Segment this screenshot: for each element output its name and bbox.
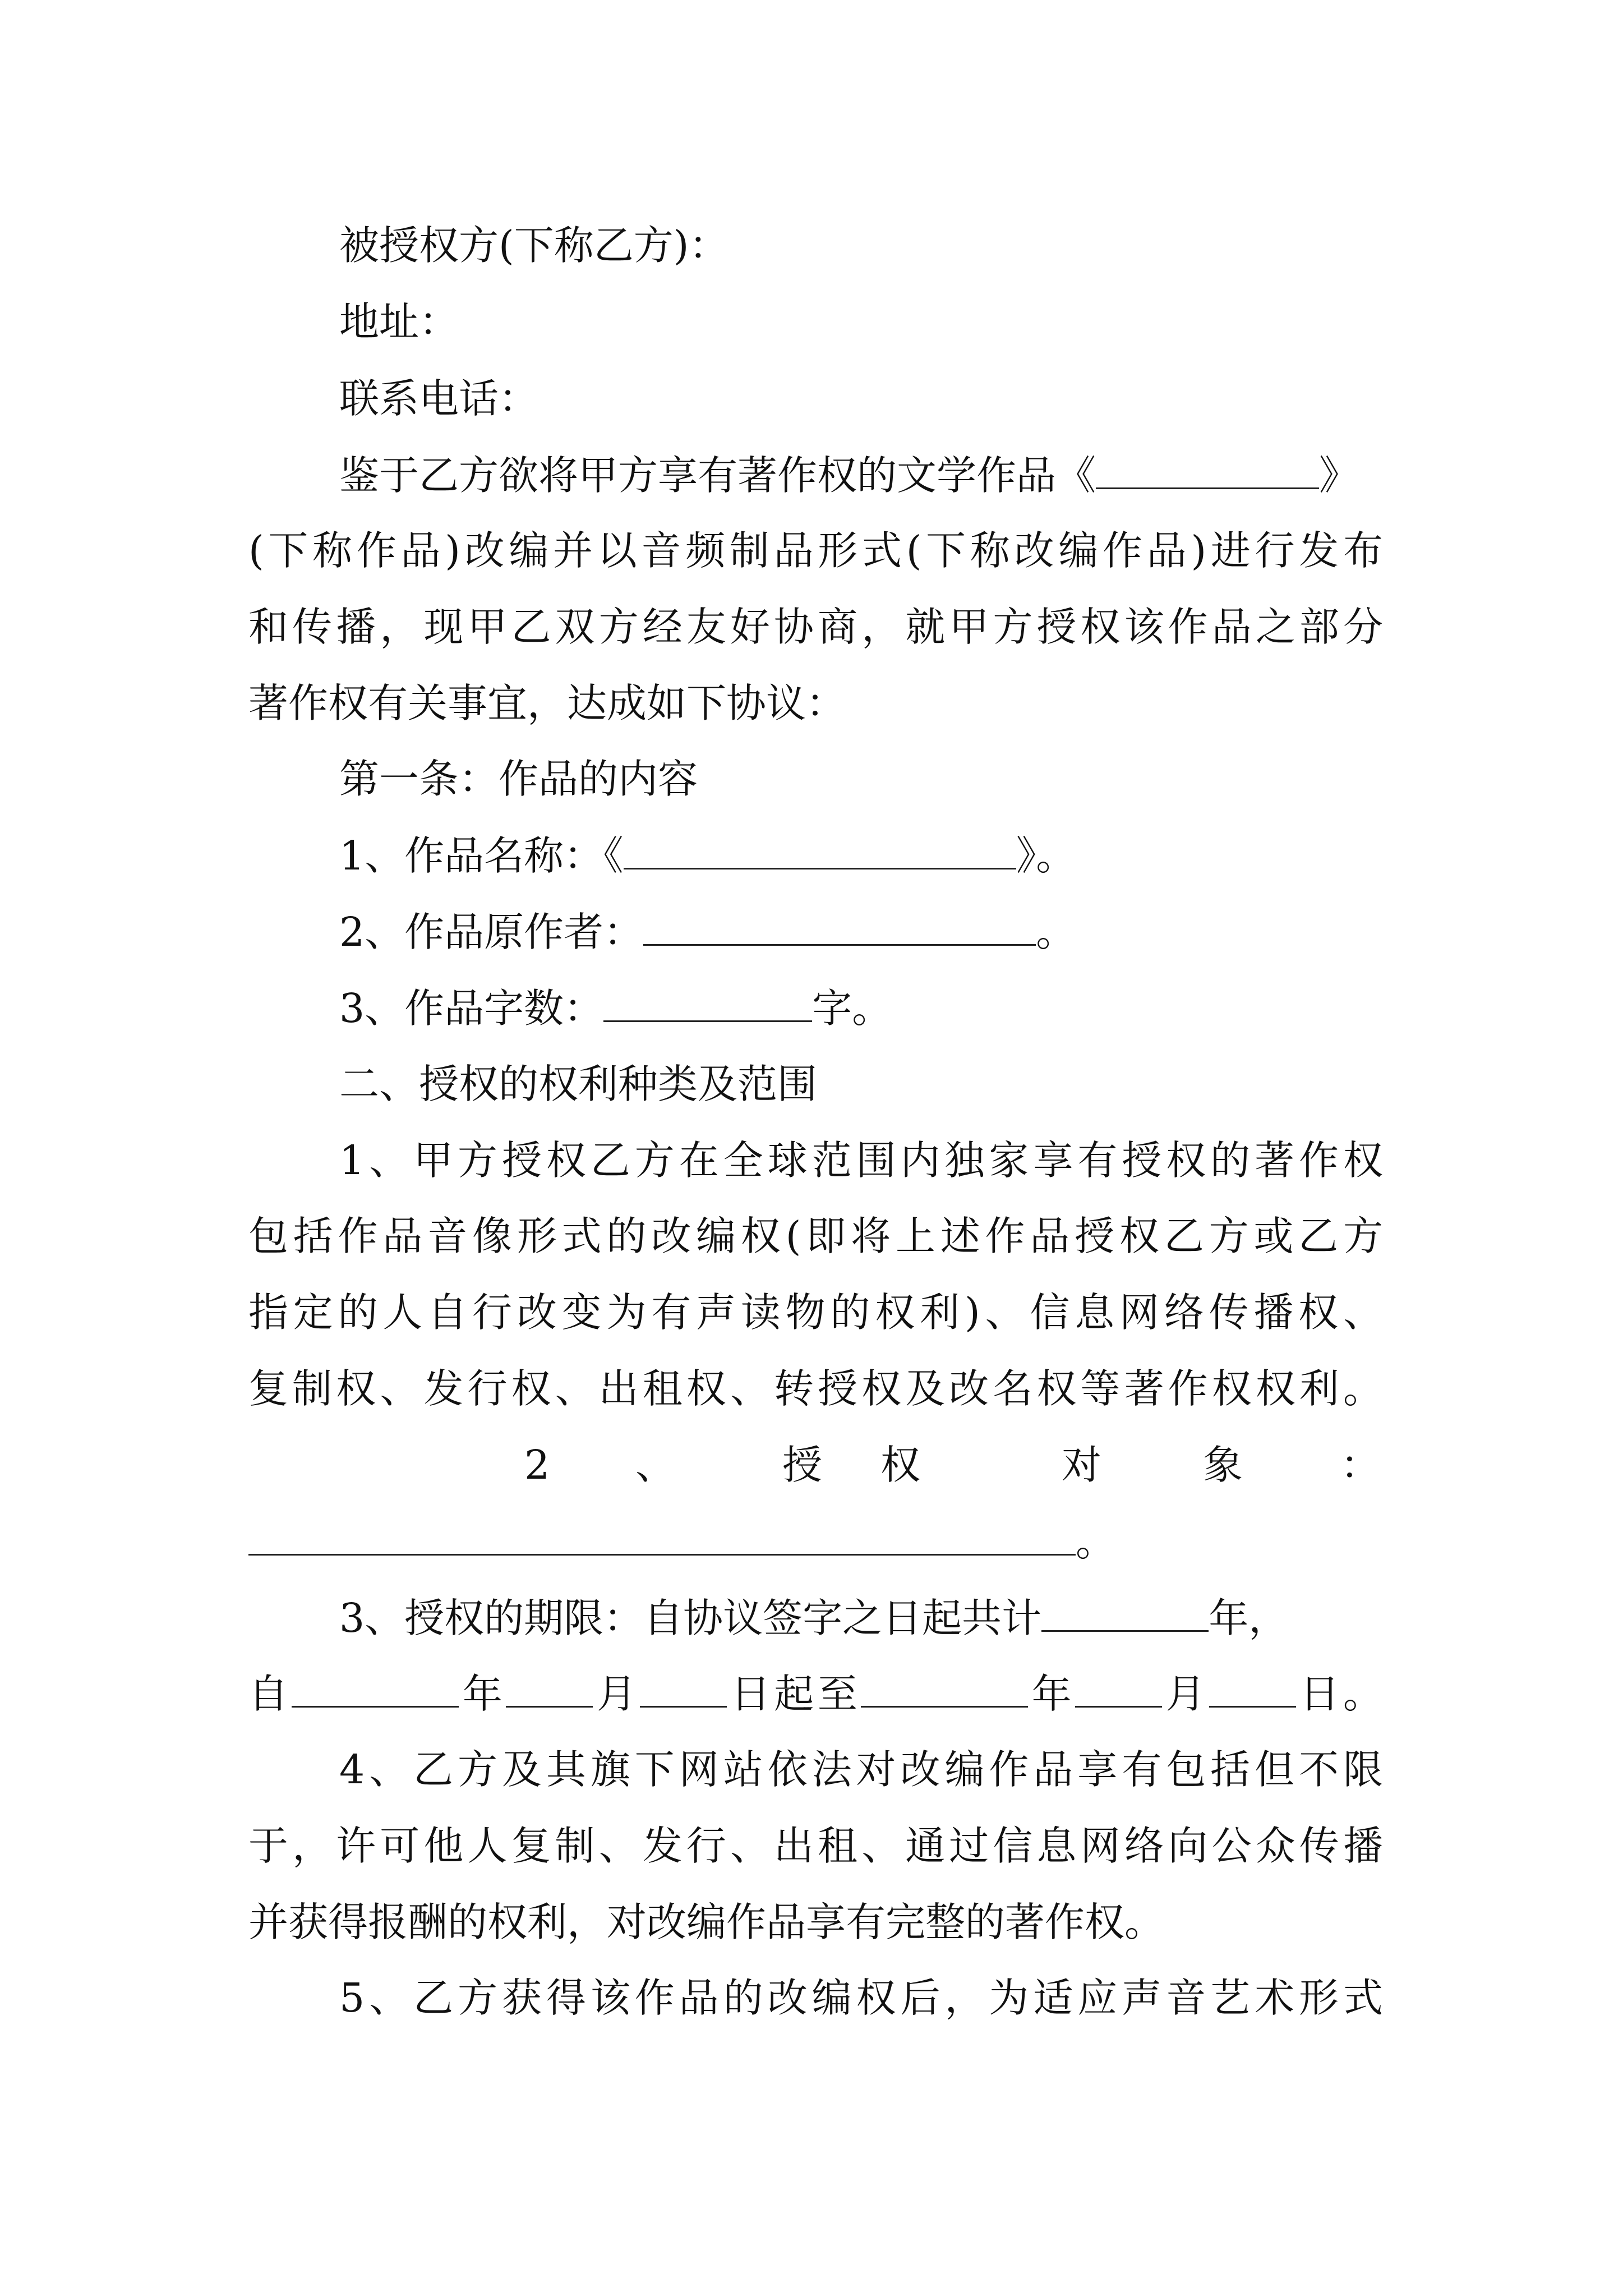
clause-5-line-1: 5、乙方获得该作品的改编权后，为适应声音艺术形式 [339,1975,1383,2021]
section-2-heading: 二、授权的权利种类及范围 [339,1061,818,1107]
grantee-end: 。 [1076,1519,1116,1565]
preamble-line-4: 著作权有关事宜，达成如下协议： [248,680,846,726]
clause-4-line-2: 于，许可他人复制、发行、出租、通过信息网络向公众传播 [248,1823,1383,1869]
work-title-blank [1096,455,1319,489]
address-line: 地址： [339,298,459,345]
grantee-blank [248,1521,1076,1556]
word-count-item [339,985,892,1032]
grantee-char: 2 [524,1442,550,1488]
grantee-char: 象 [1203,1442,1243,1488]
original-author-item [339,909,1076,955]
start-day-blank [640,1673,727,1708]
work-name-blank [624,835,1016,869]
rights-line-4: 复制权、发行权、出租权、转授权及改名权等著作权权利。 [248,1365,1383,1412]
preamble-line-3: 和传播，现甲乙双方经友好协商，就甲方授权该作品之部分 [248,604,1383,650]
preamble-line-2: (下称作品)改编并以音频制品形式(下称改编作品)进行发布 [248,527,1383,574]
term-from: 自 [248,1671,292,1717]
original-author-blank [643,912,1036,946]
start-year-unit: 年 [459,1671,506,1717]
term-label: 3、授权的期限：自协议签字之日起共计 [339,1595,1042,1641]
term-line-1 [339,1595,1289,1641]
word-count-blank [603,988,812,1022]
end-year-unit: 年 [1028,1671,1076,1717]
grantee-char: 权 [880,1442,921,1488]
original-author-end: 。 [1036,909,1076,955]
start-month-unit: 月 [593,1671,640,1717]
grantee-char: 授 [782,1442,823,1488]
work-name-item [339,832,1076,879]
preamble-line-1 [339,452,1359,499]
clause-4-line-3: 并获得报酬的权利，对改编作品享有完整的著作权。 [248,1899,1165,1945]
end-day-blank [1209,1673,1296,1708]
work-name-label: 1、作品名称：《 [339,832,624,879]
end-day-unit: 日。 [1296,1671,1383,1717]
original-author-label: 2、作品原作者： [339,909,644,955]
licensee-line: 被授权方(下称乙方)： [339,222,729,269]
term-line-2 [248,1671,1383,1717]
term-years-unit: 年， [1209,1595,1289,1641]
start-year-blank [292,1673,459,1708]
term-years-blank [1041,1598,1209,1632]
phone-line: 联系电话： [339,375,539,422]
start-day-unit: 日起至 [727,1671,861,1717]
end-month-unit: 月 [1162,1671,1209,1717]
rights-line-3: 指定的人自行改变为有声读物的权利)、信息网络传播权、 [248,1289,1383,1336]
preamble-text: 鉴于乙方欲将甲方享有著作权的文学作品《 [339,452,1096,499]
section-1-heading: 第一条：作品的内容 [339,756,698,802]
clause-4-line-1: 4、乙方及其旗下网站依法对改编作品享有包括但不限 [339,1746,1383,1793]
end-year-blank [861,1673,1028,1708]
end-month-blank [1075,1673,1162,1708]
work-name-end: 》。 [1016,832,1076,879]
word-count-label: 3、作品字数： [339,985,604,1032]
grantee-char: ： [1340,1442,1381,1488]
grantee-line [248,1519,1116,1565]
grantee-char: 对 [1062,1442,1102,1488]
word-count-end: 字。 [812,985,892,1032]
preamble-text-end: 》 [1319,452,1359,499]
rights-line-2: 包括作品音像形式的改编权(即将上述作品授权乙方或乙方 [248,1213,1383,1259]
rights-line-1: 1、甲方授权乙方在全球范围内独家享有授权的著作权 [339,1137,1383,1184]
grantee-char: 、 [635,1442,676,1488]
start-month-blank [506,1673,593,1708]
